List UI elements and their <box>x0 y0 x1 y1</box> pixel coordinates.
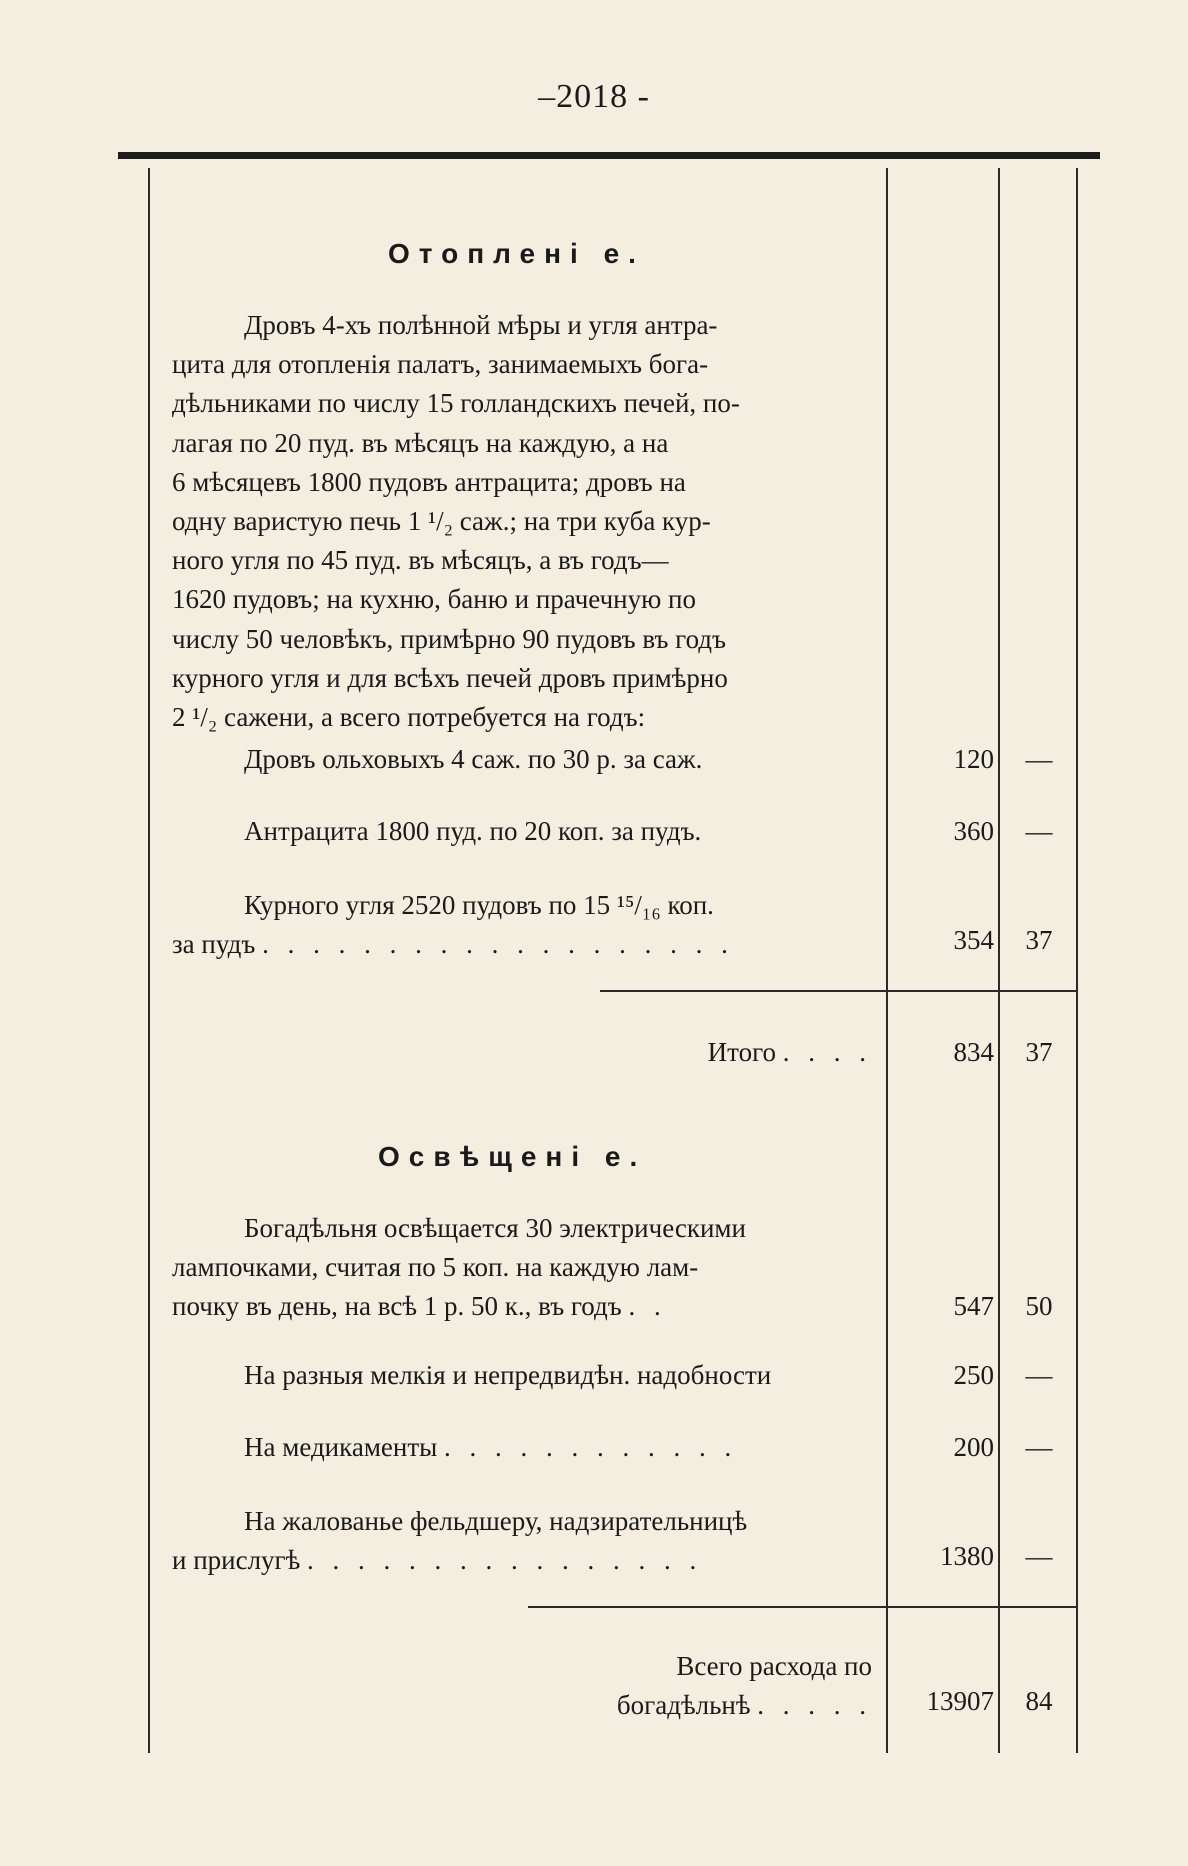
coal-item-line-2: за пудъ . . . . . . . . . . . . . . . . . . . <box>172 929 734 959</box>
heating-total-rubles: 834 <box>953 1037 994 1067</box>
page-number: –2018 - <box>538 78 650 115</box>
lighting-paragraph <box>172 1209 872 1327</box>
coal-item-line-1: Курного угля 2520 пудовъ по 15 ¹⁵/₁₆ коп. <box>244 890 714 920</box>
heating-line-1: Дровъ 4-хъ полѣнной мѣры и угля антра- <box>244 310 718 340</box>
header-rule <box>118 152 1100 159</box>
heating-line-10: курного угля и для всѣхъ печей дровъ примѣрно <box>172 662 728 693</box>
misc-rubles: 250 <box>953 1360 994 1390</box>
lighting-line-2: лампочками, считая по 5 коп. на каждую лам- <box>172 1252 699 1283</box>
anthracite-kopeks: — <box>1025 816 1053 846</box>
heating-line-2: цита для отопленія палатъ, занимаемыхъ бога- <box>172 349 709 380</box>
heating-paragraph <box>172 306 872 737</box>
heating-line-4: лагая по 20 пуд. въ мѣсяцъ на каждую, а на <box>172 427 669 458</box>
firewood-item: Дровъ ольховыхъ 4 саж. по 30 р. за саж. <box>244 744 703 774</box>
kopeks-column-left-border <box>998 168 1000 1753</box>
grand-total-line-2: богадѣльнѣ . . . . . <box>616 1690 872 1720</box>
rubles-column-left-border <box>886 168 888 1753</box>
firewood-kopeks: — <box>1025 744 1053 774</box>
coal-item-dots: . . . . . . . . . . . . . . . . . . . <box>262 929 734 959</box>
salaries-line-2: и прислугѣ . . . . . . . . . . . . . . . . <box>172 1545 703 1575</box>
grand-total-rubles: 13907 <box>926 1686 994 1716</box>
heating-total-label: Итого . . . . <box>707 1037 872 1067</box>
misc-item: На разныя мелкія и непредвидѣн. надобности <box>244 1360 772 1390</box>
heating-line-9: числу 50 человѣкъ, примѣрно 90 пудовъ въ годъ <box>172 623 726 654</box>
lighting-line-3: почку въ день, на всѣ 1 р. 50 к., въ годъ . . <box>172 1291 667 1322</box>
salaries-item <box>172 1502 872 1580</box>
lighting-heading: Освѣщені е. <box>378 1141 647 1172</box>
subtotal-rule <box>600 990 1076 992</box>
heating-total-kopeks: 37 <box>1025 1037 1053 1067</box>
heating-line-6: одну варистую печь 1 ¹/₂ саж.; на три куба кур- <box>172 506 711 537</box>
grand-total-rule <box>528 1606 1076 1608</box>
table-right-border <box>1076 168 1078 1753</box>
anthracite-item: Антрацита 1800 пуд. по 20 коп. за пудъ. <box>244 816 702 846</box>
medicines-item: На медикаменты . . . . . . . . . . . . <box>244 1432 738 1462</box>
heating-line-11: 2 ¹/₂ сажени, а всего потребуется на годъ: <box>172 702 646 733</box>
firewood-rubles: 120 <box>953 744 994 774</box>
heating-line-5: 6 мѣсяцевъ 1800 пудовъ антрацита; дровъ на <box>172 466 686 497</box>
lighting-rubles: 547 <box>953 1291 994 1321</box>
coal-rubles: 354 <box>953 925 994 955</box>
lighting-kopeks: 50 <box>1025 1291 1053 1321</box>
heating-heading: Отоплені е. <box>388 238 645 269</box>
anthracite-rubles: 360 <box>953 816 994 846</box>
lighting-line-1: Богадѣльня освѣщается 30 электрическими <box>244 1213 746 1243</box>
medicines-rubles: 200 <box>953 1432 994 1462</box>
salaries-kopeks: — <box>1025 1541 1053 1571</box>
salaries-rubles: 1380 <box>940 1541 994 1571</box>
grand-total-label <box>172 1647 872 1725</box>
table-left-border <box>148 168 150 1753</box>
grand-total-kopeks: 84 <box>1025 1686 1053 1716</box>
grand-total-line-1: Всего расхода по <box>676 1651 872 1681</box>
coal-item <box>172 886 872 964</box>
heating-line-8: 1620 пудовъ; на кухню, баню и прачечную по <box>172 584 696 615</box>
misc-kopeks: — <box>1025 1360 1053 1390</box>
heating-line-3: дѣльниками по числу 15 голландскихъ печей, по- <box>172 388 740 419</box>
heating-line-7: ного угля по 45 пуд. въ мѣсяцъ, а въ годъ— <box>172 545 669 576</box>
salaries-line-1: На жалованье фельдшеру, надзирательницѣ <box>244 1506 748 1536</box>
coal-kopeks: 37 <box>1025 925 1053 955</box>
medicines-kopeks: — <box>1025 1432 1053 1462</box>
